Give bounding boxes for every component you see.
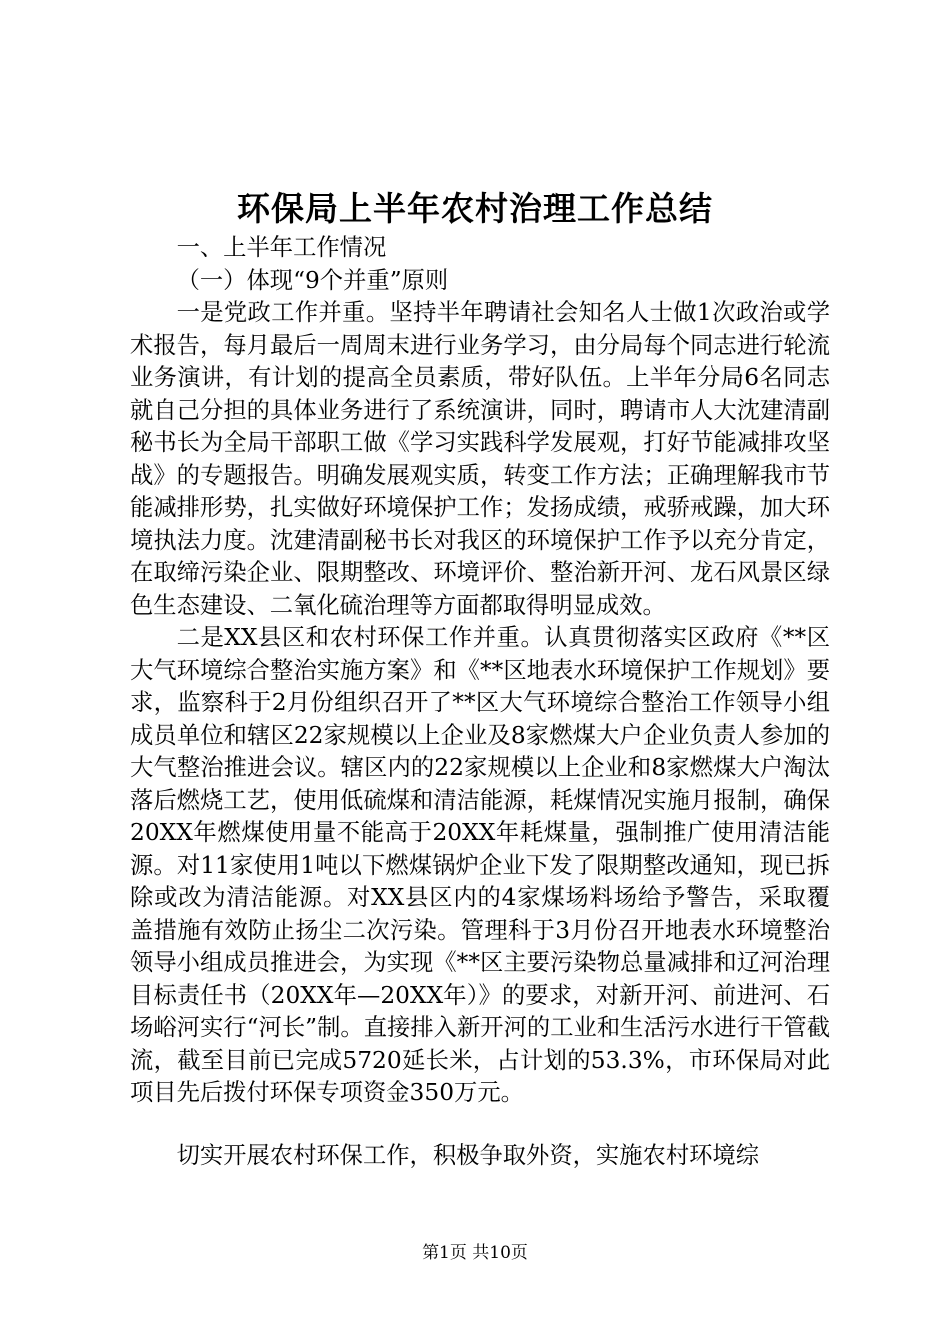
section-heading: 一、上半年工作情况: [176, 234, 387, 261]
body-paragraph: 切实开展农村环保工作，积极争取外资，实施农村环境综: [176, 1141, 760, 1169]
subsection-heading: （一）体现“9个并重”原则: [176, 266, 449, 294]
document-body: [130, 232, 830, 1172]
document-title: 环保局上半年农村治理工作总结: [237, 189, 713, 228]
body-paragraph: 二是XX县区和农村环保工作并重。认真贯彻落实区政府《**区大气环境综合整治实施方案》和《**区地表水环境保护工作规划》要求，监察科于2月份组织召开了**区大气环境综合整治工作领导小组成员单位和辖区22家规模以上企业及8家燃煤大户企业负责人参加的大气整治推进会议。辖区内的22家规模以上企业和8家燃煤大户淘汰落后燃烧工艺，使用低硫煤和清洁能源，耗煤情况实施月报制，确保20XX年燃煤使用量不能高于20XX年耗煤量，强制推广使用清洁能源。对11家使用1吨以下燃煤锅炉企业下发了限期整改通知，现已拆除或改为清洁能源。对XX县区内的4家煤场料场给予警告，采取覆盖措施有效防止扬尘二次污染。管理科于3月份召开地表水环境整治领导小组成员推进会，为实现《**区主要污染物总量减排和辽河治理目标责任书（20XX年—20XX年）》的要求，对新开河、前进河、石场峪河实行“河长”制。直接排入新开河的工业和生活污水进行干管截流，截至目前已完成5720延长米，占计划的53.3%，市环保局对此项目先后拨付环保专项资金350万元。: [130, 624, 830, 1106]
page-number-footer: 第1页 共10页: [422, 1243, 528, 1263]
body-paragraph: 一是党政工作并重。坚持半年聘请社会知名人士做1次政治或学术报告，每月最后一周周末进行业务学习，由分局每个同志进行轮流业务演讲，有计划的提高全员素质，带好队伍。上半年分局6名同志就自己分担的具体业务进行了系统演讲，同时，聘请市人大沈建清副秘书长为全局干部职工做《学习实践科学发展观，打好节能减排攻坚战》的专题报告。明确发展观实质，转变工作方法；正确理解我市节能减排形势，扎实做好环境保护工作；发扬成绩，戒骄戒躁，加大环境执法力度。沈建清副秘书长对我区的环境保护工作予以充分肯定，在取缔污染企业、限期整改、环境评价、整治新开河、龙石风景区绿色生态建设、二氧化硫治理等方面都取得明显成效。: [130, 299, 830, 619]
